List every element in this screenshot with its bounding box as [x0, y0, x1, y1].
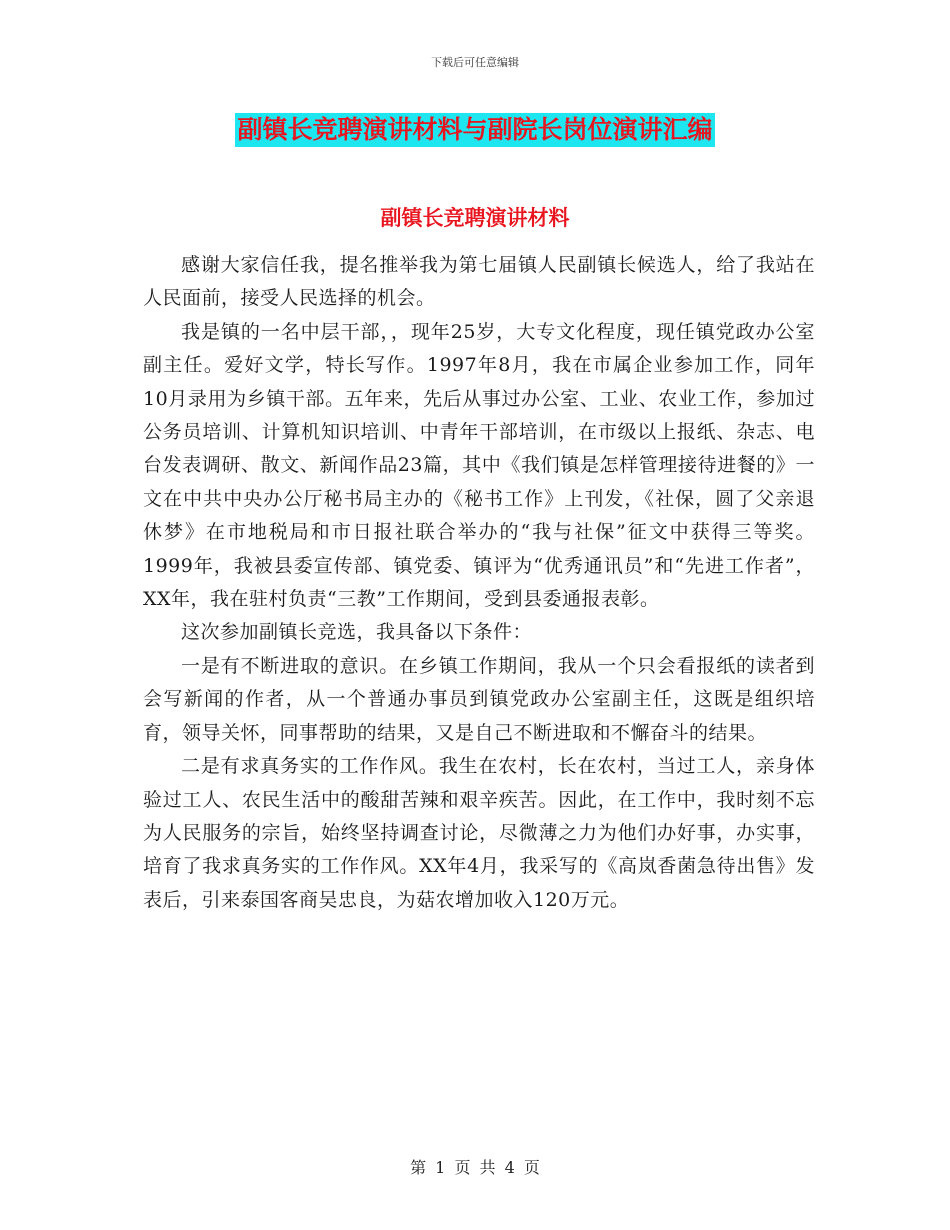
document-body: [143, 249, 815, 917]
main-title-container: [0, 113, 950, 147]
paragraph-2: 我是镇的一名中层干部，，现年25岁，大专文化程度，现任镇党政办公室副主任。爱好文学，特长写作。1997年8月，我在市属企业参加工作，同年10月录用为乡镇干部。五年来，先后从事过办公室、工业、农业工作，参加过公务员培训、计算机知识培训、中青年干部培训，在市级以上报纸、杂志、电台发表调研、散文、新闻作品23篇，其中《我们镇是怎样管理接待进餐的》一文在中共中央办公厅秘书局主办的《秘书工作》上刊发，《社保，圆了父亲退休梦》在市地税局和市日报社联合举办的“我与社保”征文中获得三等奖。1999年，我被县委宣传部、镇党委、镇评为“优秀通讯员”和“先进工作者”，XX年，我在驻村负责“三教”工作期间，受到县委通报表彰。: [143, 320, 815, 611]
header-note: 下载后可任意编辑: [431, 56, 519, 69]
paragraph-3: 这次参加副镇长竞选，我具备以下条件：: [181, 621, 533, 644]
page-footer: 第 1 页 共 4 页: [410, 1158, 540, 1177]
paragraph-5: 二是有求真务实的工作作风。我生在农村，长在农村，当过工人，亲身体验过工人、农民生活中的酸甜苦辣和艰辛疾苦。因此，在工作中，我时刻不忘为人民服务的宗旨，始终坚持调查讨论，尽微薄之力为他们办好事，办实事，培育了我求真务实的工作作风。XX年4月，我采写的《高岚香菌急待出售》发表后，引来泰国客商吴忠良，为菇农增加收入120万元。: [143, 755, 815, 911]
section-title: 副镇长竞聘演讲材料: [380, 206, 570, 230]
main-title: 副镇长竞聘演讲材料与副院长岗位演讲汇编: [235, 113, 714, 147]
paragraph-1: 感谢大家信任我，提名推举我为第七届镇人民副镇长候选人，给了我站在人民面前，接受人民选择的机会。: [143, 254, 815, 310]
paragraph-4: 一是有不断进取的意识。在乡镇工作期间，我从一个只会看报纸的读者到会写新闻的作者，从一个普通办事员到镇党政办公室副主任，这既是组织培育，领导关怀，同事帮助的结果，又是自己不断进取和不懈奋斗的结果。: [143, 654, 815, 744]
